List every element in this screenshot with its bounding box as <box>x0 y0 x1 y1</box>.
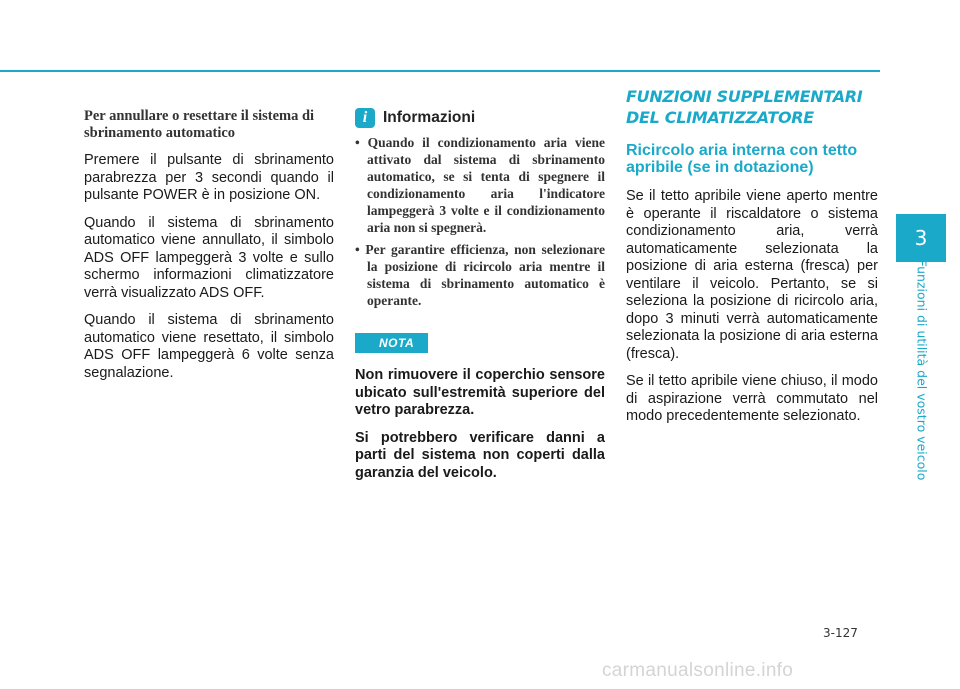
top-divider <box>0 70 880 72</box>
reset-heading: Per annullare o resettare il sistema di sbrinamento automatico <box>84 108 315 141</box>
paragraph: Se il tetto apribile viene aperto mentre è operante il riscaldatore o sistema condizionamento aria, verrà automaticamente selezionata la posizione di aria esterna (fresca) per ventilare il veicolo. Pertanto, se si seleziona la posizione di ricircolo aria, dopo 3 minuti verrà automaticamente selezionata la posizione di aria esterna (fresca). <box>626 188 878 362</box>
paragraph: Se il tetto apribile viene chiuso, il modo di aspirazione verrà commutato nel modo precedentemente selezionato. <box>626 373 878 424</box>
section-title-line: FUNZIONI SUPPLEMENTARI <box>626 87 863 106</box>
column-2 <box>355 108 605 492</box>
watermark: carmanualsonline.info <box>602 660 794 681</box>
page-number: 3-127 <box>823 626 858 640</box>
section-title <box>626 86 878 128</box>
nota-paragraph: Non rimuovere il coperchio sensore ubicato sull'estremità superiore del vetro parabrezza. <box>355 367 605 418</box>
nota-paragraph: Si potrebbero verificare danni a parti del sistema non coperti dalla garanzia del veicolo. <box>355 429 605 481</box>
info-header <box>355 108 605 128</box>
info-list <box>355 134 605 309</box>
list-item: • Quando il condizionamento aria viene attivato dal sistema di sbrinamento automatico, se si tenta di spegnere il condizionamento aria l'indicatore lampeggerà 3 volte e il condizionamento aria non si spegnerà. <box>355 135 605 235</box>
info-title: Informazioni <box>383 109 476 126</box>
nota-badge: NOTA <box>355 333 428 353</box>
paragraph: Premere il pulsante di sbrinamento parabrezza per 3 secondi quando il pulsante POWER è in posizione ON. <box>84 152 334 203</box>
list-item: • Per garantire efficienza, non selezionare la posizione di ricircolo aria mentre il sistema di sbrinamento automatico è operante. <box>355 242 605 308</box>
recirculation-heading: Ricircolo aria interna con tetto apribile (se in dotazione) <box>626 142 858 176</box>
column-3 <box>626 87 878 436</box>
column-1 <box>84 108 334 392</box>
info-icon: i <box>355 108 375 128</box>
paragraph: Quando il sistema di sbrinamento automatico viene annullato, il simbolo ADS OFF lampeggerà 3 volte e sullo schermo informazioni climatizzatore verrà visualizzato ADS OFF. <box>84 214 334 301</box>
section-title-line: DEL CLIMATIZZATORE <box>626 108 814 127</box>
paragraph: Quando il sistema di sbrinamento automatico viene resettato, il simbolo ADS OFF lampeggerà 6 volte senza segnalazione. <box>84 312 334 381</box>
chapter-label: Funzioni di utilità del vostro veicolo <box>914 259 930 481</box>
chapter-number: 3 <box>896 214 946 262</box>
